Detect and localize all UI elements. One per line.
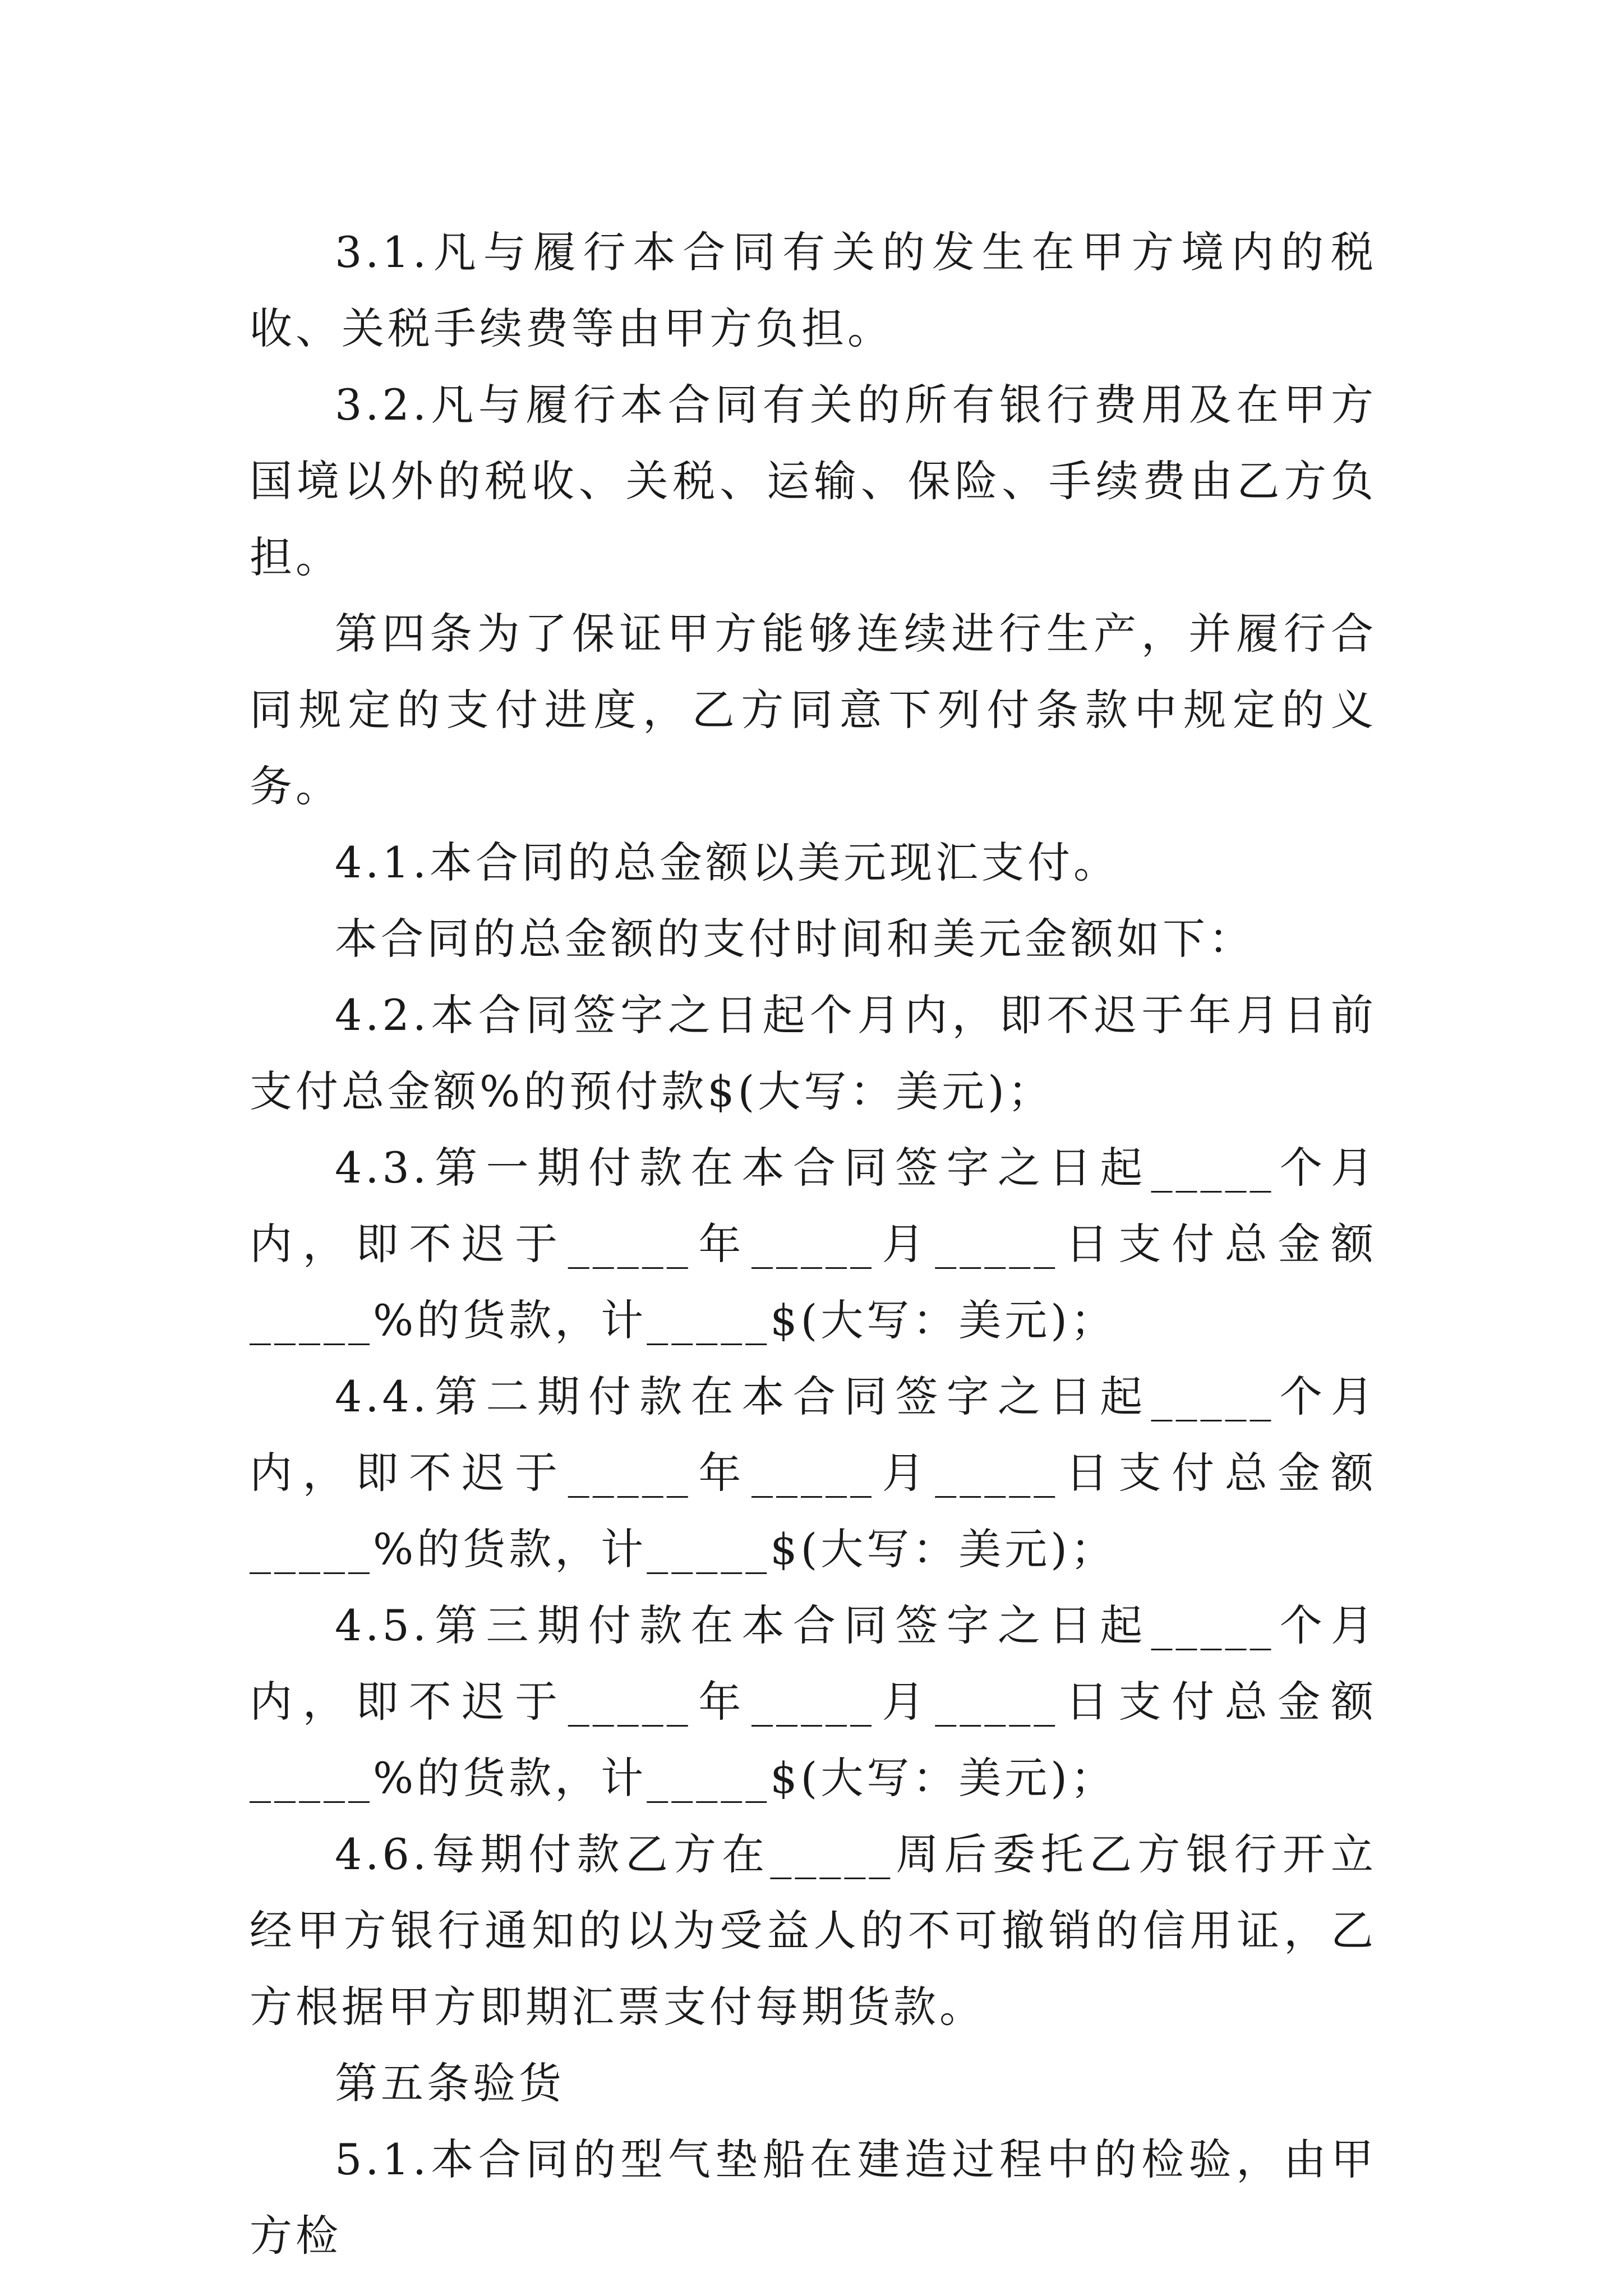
clause-4-5 xyxy=(250,1588,1377,1816)
payment-schedule-intro xyxy=(250,901,1377,977)
article-5-heading xyxy=(250,2045,1377,2122)
paragraph-text: 4.3.第一期付款在本合同签字之日起_____个月内，即不迟于_____年_____月_____日支付总金额_____%的货款，计_____$(大写：美元)； xyxy=(250,1143,1377,1345)
clause-5-1 xyxy=(250,2122,1377,2274)
paragraph-text: 本合同的总金额的支付时间和美元金额如下： xyxy=(335,914,1255,964)
paragraph-text: 4.6.每期付款乙方在_____周后委托乙方银行开立经甲方银行通知的以为受益人的不可撤销的信用证，乙方根据甲方即期汇票支付每期货款。 xyxy=(250,1829,1377,2032)
paragraph-text: 3.1.凡与履行本合同有关的发生在甲方境内的税收、关税手续费等由甲方负担。 xyxy=(250,227,1377,353)
article-4-heading xyxy=(250,596,1377,825)
paragraph-text: 4.4.第二期付款在本合同签字之日起_____个月内，即不迟于_____年_____月_____日支付总金额_____%的货款，计_____$(大写：美元)； xyxy=(250,1372,1377,1574)
clause-4-2 xyxy=(250,977,1377,1130)
clause-3-1 xyxy=(250,214,1377,367)
clause-4-3 xyxy=(250,1130,1377,1359)
paragraph-text: 第四条为了保证甲方能够连续进行生产，并履行合同规定的支付进度，乙方同意下列付条款中规定的义务。 xyxy=(250,609,1377,811)
paragraph-text: 第五条验货 xyxy=(335,2058,565,2108)
clause-3-2 xyxy=(250,367,1377,596)
clause-4-4 xyxy=(250,1359,1377,1588)
clause-4-1 xyxy=(250,825,1377,901)
paragraph-text: 4.2.本合同签字之日起个月内，即不迟于年月日前支付总金额%的预付款$(大写：美元)； xyxy=(250,990,1377,1116)
paragraph-text: 5.1.本合同的型气垫船在建造过程中的检验，由甲方检 xyxy=(250,2134,1377,2261)
paragraph-text: 4.1.本合同的总金额以美元现汇支付。 xyxy=(335,838,1120,887)
paragraph-text: 4.5.第三期付款在本合同签字之日起_____个月内，即不迟于_____年_____月_____日支付总金额_____%的货款，计_____$(大写：美元)； xyxy=(250,1600,1377,1803)
document-body xyxy=(250,214,1377,2274)
clause-4-6 xyxy=(250,1816,1377,2045)
paragraph-text: 3.2.凡与履行本合同有关的所有银行费用及在甲方国境以外的税收、关税、运输、保险、手续费由乙方负担。 xyxy=(250,380,1377,582)
